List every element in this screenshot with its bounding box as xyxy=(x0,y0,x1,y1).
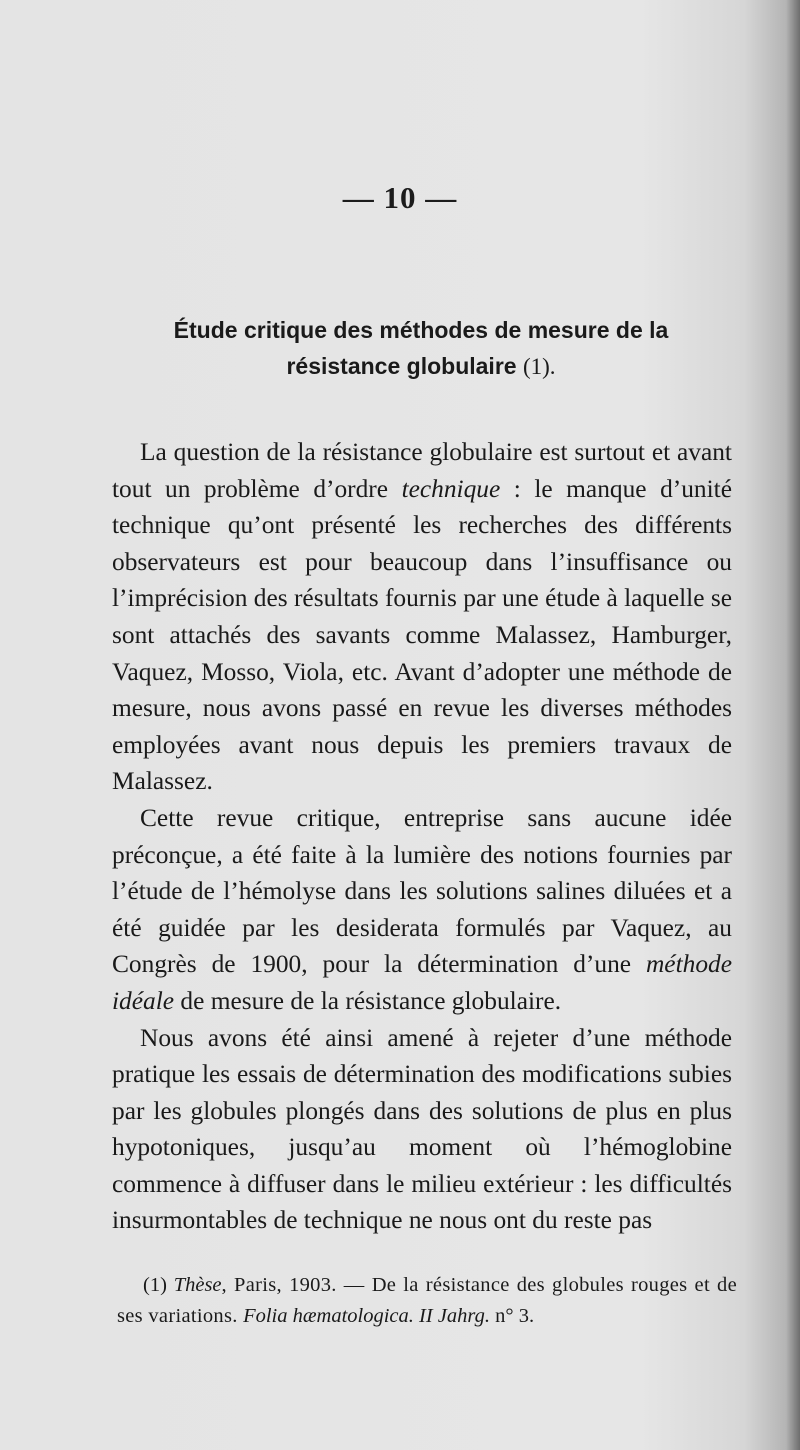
paragraph-2-emphasis: méthode idéale xyxy=(112,950,732,1015)
footnote-text xyxy=(117,1270,737,1332)
paragraph-1-text-a: La question de la résistance globulaire est surtout et avant tout un problème d’ordre xyxy=(112,438,732,503)
footnote xyxy=(117,1270,737,1332)
paragraph-2-text-b: de mesure de la résistance globulaire. xyxy=(174,986,562,1015)
paragraph-3-text: Nous avons été ainsi amené à rejeter d’une méthode pratique les essais de détermination des modifications subies par les globules plongés dans des solutions de plus en plus hypotoniques, jusqu’au moment où l’hémoglobine commence à diffuser dans le milieu extérieur : les difficultés insurmontables de technique ne nous ont du reste pas xyxy=(112,1023,732,1235)
footnote-emphasis-thesis: Thèse xyxy=(173,1274,222,1296)
footnote-marker: (1) xyxy=(143,1274,174,1296)
body-text xyxy=(112,434,732,1239)
footnote-emphasis-journal: Folia hæmatologica. II Jahrg. xyxy=(243,1305,490,1327)
section-heading xyxy=(110,312,732,385)
paragraph-1-emphasis: technique xyxy=(401,474,501,503)
section-heading-line-2: résistance globulaire xyxy=(286,353,517,379)
footnote-text-a: , Paris, 1903. — De la résistance des globules rouges et de ses variations. xyxy=(117,1274,737,1327)
page-number: — 10 — xyxy=(342,180,458,215)
footnote-text-b: n° 3. xyxy=(490,1305,535,1327)
paragraph-3 xyxy=(112,1020,732,1240)
paragraph-2 xyxy=(112,800,732,1020)
paragraph-1 xyxy=(112,434,732,800)
paragraph-1-text-b: : le manque d’unité technique qu’ont présenté les recherches des différents observateurs est pour beaucoup dans l’insuffisance ou l’imprécision des résultats fournis par une étude à laquelle se sont attachés des savants comme Malassez, Hamburger, Vaquez, Mosso, Viola, etc. Avant d’adopter une méthode de mesure, nous avons passé en revue les diverses méthodes employées avant nous depuis les premiers travaux de Malassez. xyxy=(112,474,732,796)
footnote-reference: (1). xyxy=(522,354,556,379)
paragraph-2-text-a: Cette revue critique, entreprise sans aucune idée préconçue, a été faite à la lumière des notions fournies par l’étude de l’hémolyse dans les solutions salines diluées et a été guidée par les desiderata formulés par Vaquez, au Congrès de 1900, pour la détermination d’une xyxy=(112,803,732,979)
section-heading-line-1: Étude critique des méthodes de mesure de la xyxy=(173,317,669,343)
